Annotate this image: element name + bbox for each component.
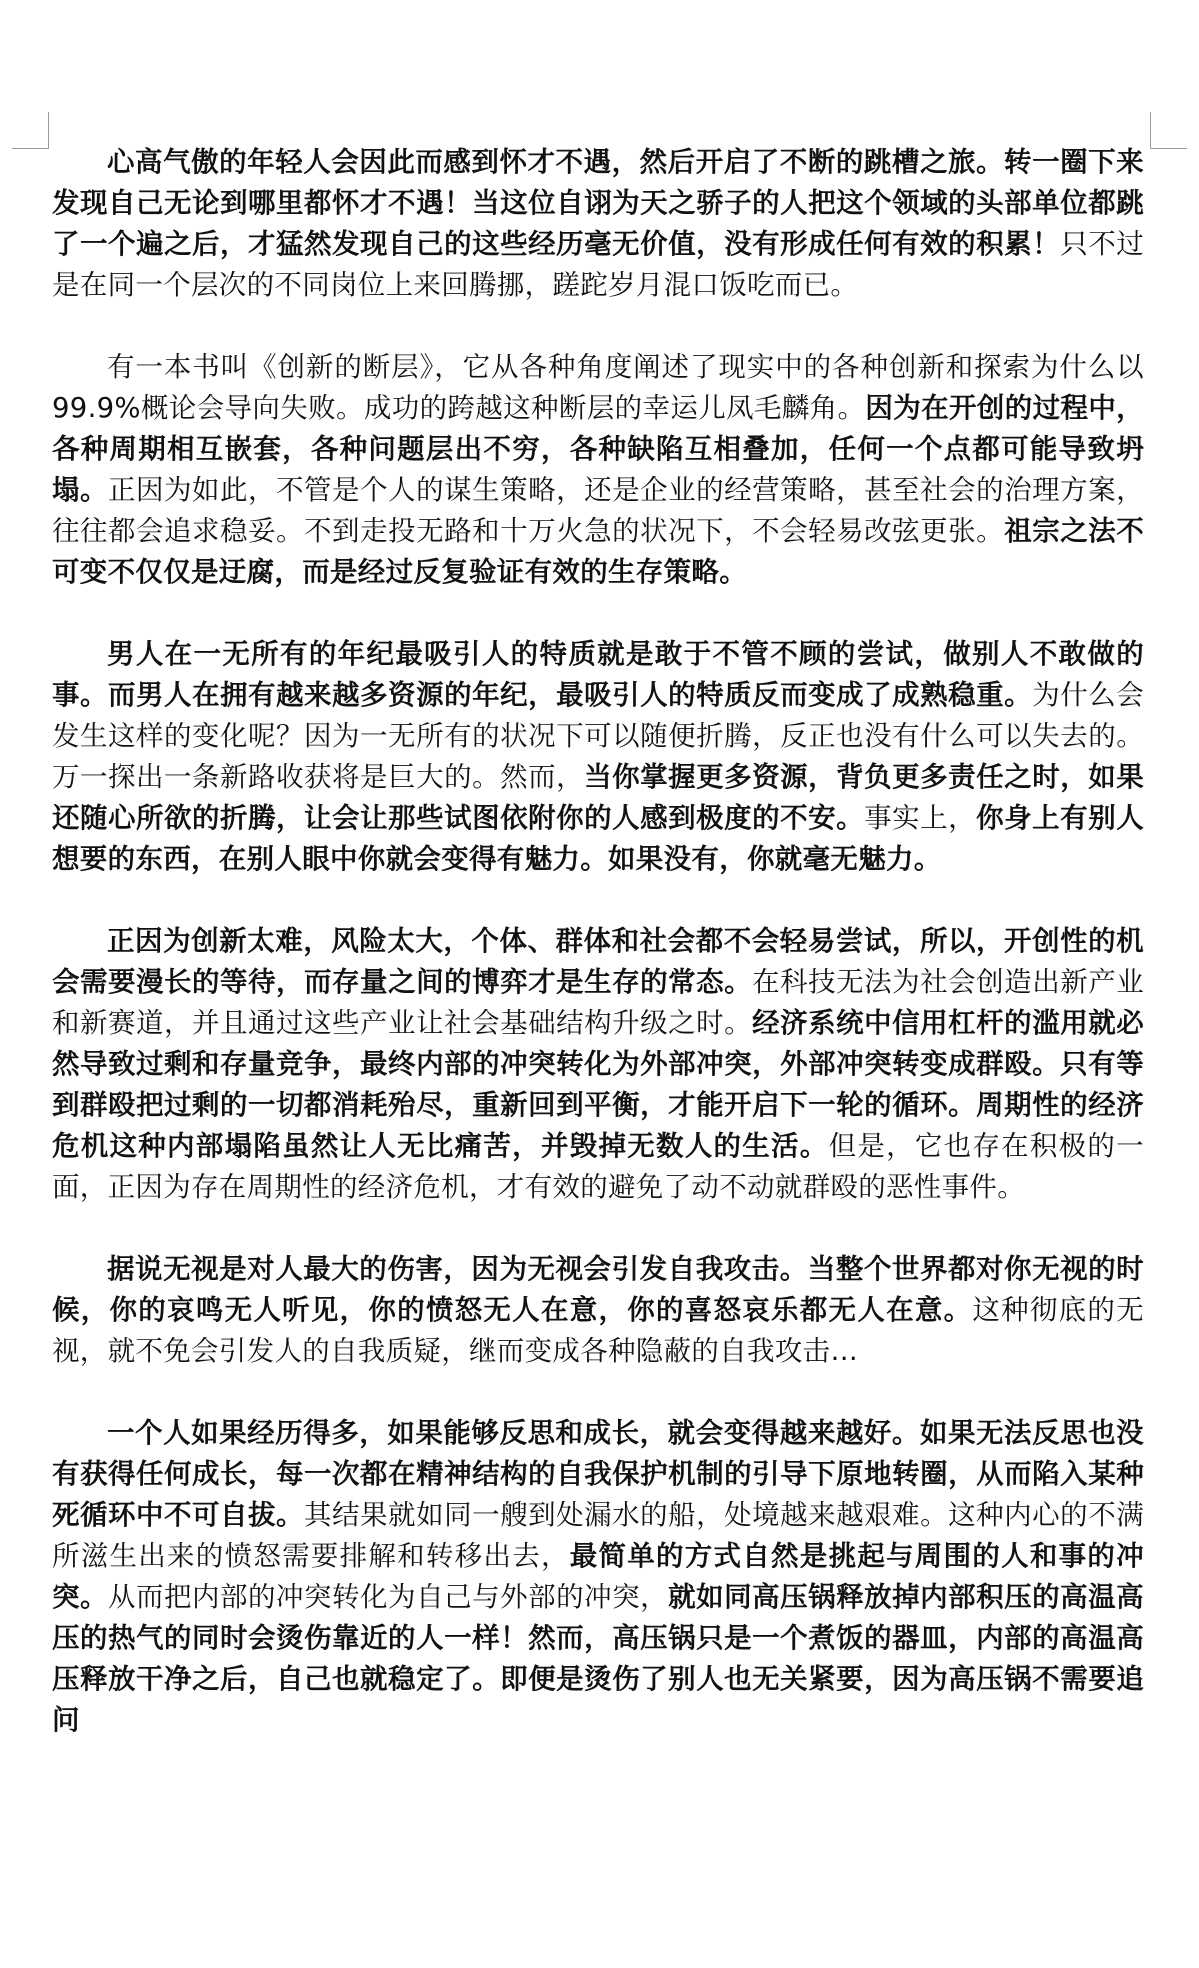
paragraph — [52, 921, 1144, 1208]
text-segment: 心高气傲的年轻人会因此而感到怀才不遇，然后开启了不断的跳槽之旅。转一圈下来发现自己无论到哪里都怀才不遇！当这位自诩为天之骄子的人把这个领域的头部单位都跳了一个遍之后，才猛然发现自己的这些经历毫无价值，没有形成任何有效的积累！ — [52, 146, 1144, 260]
text-segment: 经济系统中信用杠杆的滥用就必然导致过剩和存量竞争，最终内部的冲突转化为外部冲突，外部冲突转变成群殴。只有等到群殴把过剩的一切都消耗殆尽，重新回到平衡，才能开启下一轮的循环。周期性的经济危机这种内部塌陷虽然让人无比痛苦，并毁掉无数人的生活。 — [52, 1007, 1145, 1162]
text-segment: 正因为如此，不管是个人的谋生策略，还是企业的经营策略，甚至社会的治理方案，往往都会追求稳妥。不到走投无路和十万火急的状况下，不会轻易改弦更张。 — [52, 474, 1144, 547]
text-segment: 为什么会发生这样的变化呢？因为一无所有的状况下可以随便折腾，反正也没有什么可以失去的。万一探出一条新路收获将是巨大的。然而， — [52, 679, 1145, 793]
text-segment: 祖宗之法不可变不仅仅是迂腐，而是经过反复验证有效的生存策略。 — [52, 515, 1145, 588]
text-segment: 正因为创新太难，风险太大，个体、群体和社会都不会轻易尝试，所以，开创性的机会需要漫长的等待，而存量之间的博弈才是生存的常态。 — [52, 925, 1144, 998]
paragraph — [52, 634, 1144, 880]
text-segment: 一个人如果经历得多，如果能够反思和成长，就会变得越来越好。如果无法反思也没有获得任何成长，每一次都在精神结构的自我保护机制的引导下原地转圈，从而陷入某种死循环中不可自拔。 — [52, 1417, 1144, 1531]
page-corner-mark-right — [1150, 112, 1187, 149]
text-segment: 这种彻底的无视，就不免会引发人的自我质疑，继而变成各种隐蔽的自我攻击… — [52, 1294, 1144, 1367]
text-segment: 你身上有别人想要的东西，在别人眼中你就会变得有魅力。如果没有，你就毫无魅力。 — [52, 802, 1144, 875]
text-segment: 但是，它也存在积极的一面，正因为存在周期性的经济危机，才有效的避免了动不动就群殴的恶性事件。 — [52, 1130, 1144, 1203]
text-segment: 据说无视是对人最大的伤害，因为无视会引发自我攻击。当整个世界都对你无视的时候，你的哀鸣无人听见，你的愤怒无人在意，你的喜怒哀乐都无人在意。 — [52, 1253, 1144, 1326]
text-segment: 当你掌握更多资源，背负更多责任之时，如果还随心所欲的折腾，让会让那些试图依附你的人感到极度的不安。 — [52, 761, 1145, 834]
text-segment: 就如同高压锅释放掉内部积压的高温高压的热气的同时会烫伤靠近的人一样！然而，高压锅只是一个煮饭的器皿，内部的高温高压释放干净之后，自己也就稳定了。即便是烫伤了别人也无关紧要，因为高压锅不需要追问 — [52, 1581, 1144, 1736]
paragraph — [52, 1249, 1144, 1372]
text-segment: 只不过是在同一个层次的不同岗位上来回腾挪，蹉跎岁月混口饭吃而已。 — [52, 228, 1144, 301]
paragraph — [52, 347, 1144, 593]
text-segment: 最简单的方式自然是挑起与周围的人和事的冲突。 — [52, 1540, 1144, 1613]
text-segment: 其结果就如同一艘到处漏水的船，处境越来越艰难。这种内心的不满所滋生出来的愤怒需要排解和转移出去， — [52, 1499, 1144, 1572]
text-segment: 有一本书叫《创新的断层》，它从各种角度阐述了现实中的各种创新和探索为什么以 99.9%概论会导向失败。成功的跨越这种断层的幸运儿凤毛麟角。 — [52, 351, 1144, 424]
document-body — [52, 142, 1144, 1782]
text-segment: 从而把内部的冲突转化为自己与外部的冲突， — [108, 1581, 669, 1613]
text-segment: 事实上， — [864, 802, 977, 834]
text-segment: 在科技无法为社会创造出新产业和新赛道，并且通过这些产业让社会基础结构升级之时。 — [52, 966, 1145, 1039]
paragraph — [52, 142, 1144, 306]
text-segment: 因为在开创的过程中，各种周期相互嵌套，各种问题层出不穷，各种缺陷互相叠加，任何一个点都可能导致坍塌。 — [52, 392, 1144, 506]
text-segment: 男人在一无所有的年纪最吸引人的特质就是敢于不管不顾的尝试，做别人不敢做的事。而男人在拥有越来越多资源的年纪，最吸引人的特质反而变成了成熟稳重。 — [52, 638, 1144, 711]
page-corner-mark-left — [12, 112, 49, 149]
paragraph — [52, 1413, 1144, 1741]
